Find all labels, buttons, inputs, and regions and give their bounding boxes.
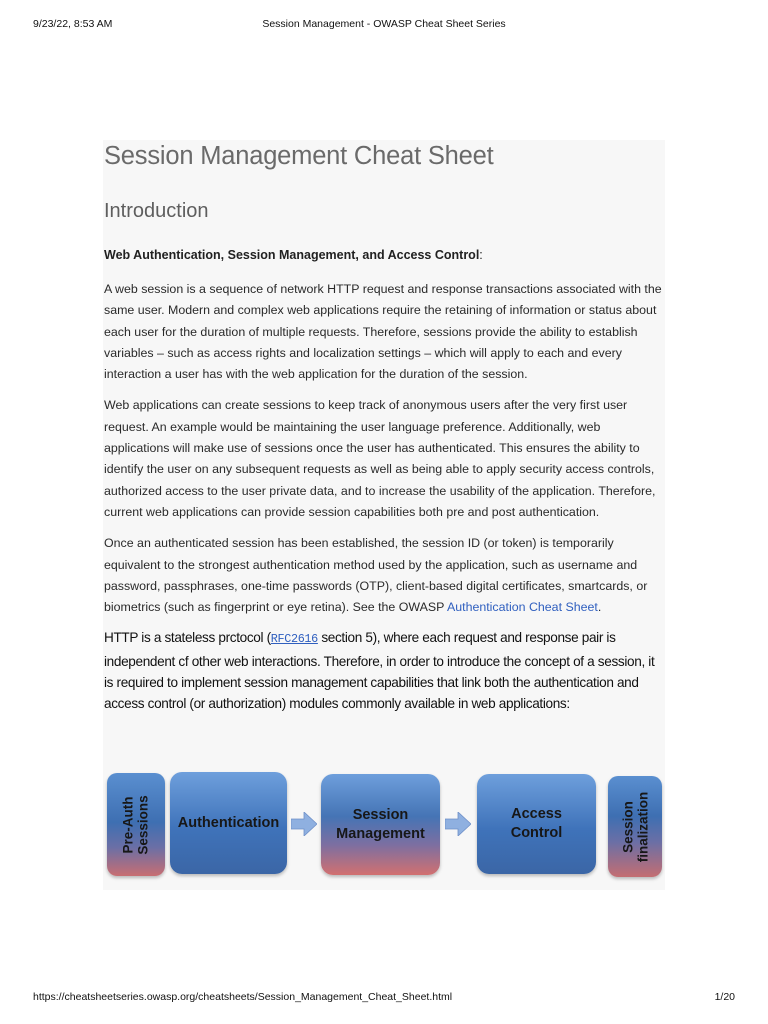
session-finalization-box (608, 776, 662, 877)
session-management-box (321, 774, 440, 875)
pre-auth-label-line2: Sessions (136, 794, 151, 855)
session-mgmt-label-line2: Management (336, 825, 425, 842)
paragraph-stateless-http (104, 627, 664, 714)
access-label-line1: Access (511, 806, 562, 822)
print-url: https://cheatsheetseries.owasp.org/cheatsheets/Session_Management_Cheat_Sheet.html (33, 991, 453, 1003)
subheading-bold: Web Authentication, Session Management, and Access Control (104, 248, 480, 262)
paragraph4-after: section 5), where each request and response pair is independent cf other web interactions. Therefore, in order to introduce the concept of a session, it is required to implement session management capabilities that link both the authentication and access control (or authorization) modules commonly available in web applications: (104, 630, 655, 712)
authentication-cheat-sheet-link[interactable]: Authentication Cheat Sheet (446, 600, 598, 615)
paragraph-web-session: A web session is a sequence of network HTTP request and response transactions associated with the same user. Modern and complex web applications require the retaining of information or status about each user for the duration of multiple requests. Therefore, sessions provide the ability to establish variables – such as access rights and localization settings – which will apply to each and every interaction a user has with the web application for the duration of the session. (104, 282, 662, 382)
page-title: Session Management Cheat Sheet (104, 142, 494, 170)
paragraph4-before: HTTP is a stateless prctocol ( (104, 630, 271, 646)
arrow-right-icon (291, 812, 317, 836)
section-heading-introduction: Introduction (104, 200, 209, 222)
pre-auth-label-line1: Pre-Auth (121, 796, 136, 853)
print-header (33, 14, 735, 30)
rfc2616-link[interactable]: RFC2616 (270, 632, 318, 647)
print-footer (33, 991, 735, 1007)
session-lifecycle-diagram (103, 768, 665, 880)
paragraph-authenticated-session (104, 533, 664, 618)
pre-auth-sessions-box (107, 773, 165, 876)
paragraph3-text: Once an authenticated session has been established, the session ID (or token) is temporarily equivalent to the strongest authentication method used by the application, such as username and password, passphrases, one-time passwords (OTP), client-based digital certificates, smartcards, or biometrics (such as fingerprint or eye retina). See the OWASP (104, 536, 648, 615)
finalization-label-line1: Session (620, 800, 635, 853)
paragraph-anonymous-sessions: Web applications can create sessions to keep track of anonymous users after the very first user request. An example would be maintaining the user language preference. Additionally, web applications will make use of sessions once the user has authenticated. This ensures the ability to identify the user on any subsequent requests as well as being able to apply security access controls, authorized access to the user private data, and to increase the usability of the application. Therefore, current web applications can provide session capabilities both pre and post authentication. (104, 398, 656, 519)
authentication-label: Authentication (177, 814, 280, 831)
intro-subheading (104, 247, 664, 263)
access-control-box (477, 774, 596, 874)
arrow-right-icon (445, 812, 471, 836)
paragraph3-end: . (597, 600, 602, 615)
print-page-number: 1/20 (714, 991, 735, 1003)
finalization-label-line2: finalization (635, 791, 650, 862)
session-mgmt-label-line1: Session (352, 806, 409, 823)
authentication-box (170, 772, 287, 874)
access-label-line2: Control (510, 825, 563, 841)
print-page-title: Session Management - OWASP Cheat Sheet Series (262, 18, 506, 30)
subheading-colon: : (479, 248, 483, 262)
print-datetime: 9/23/22, 8:53 AM (33, 18, 113, 30)
